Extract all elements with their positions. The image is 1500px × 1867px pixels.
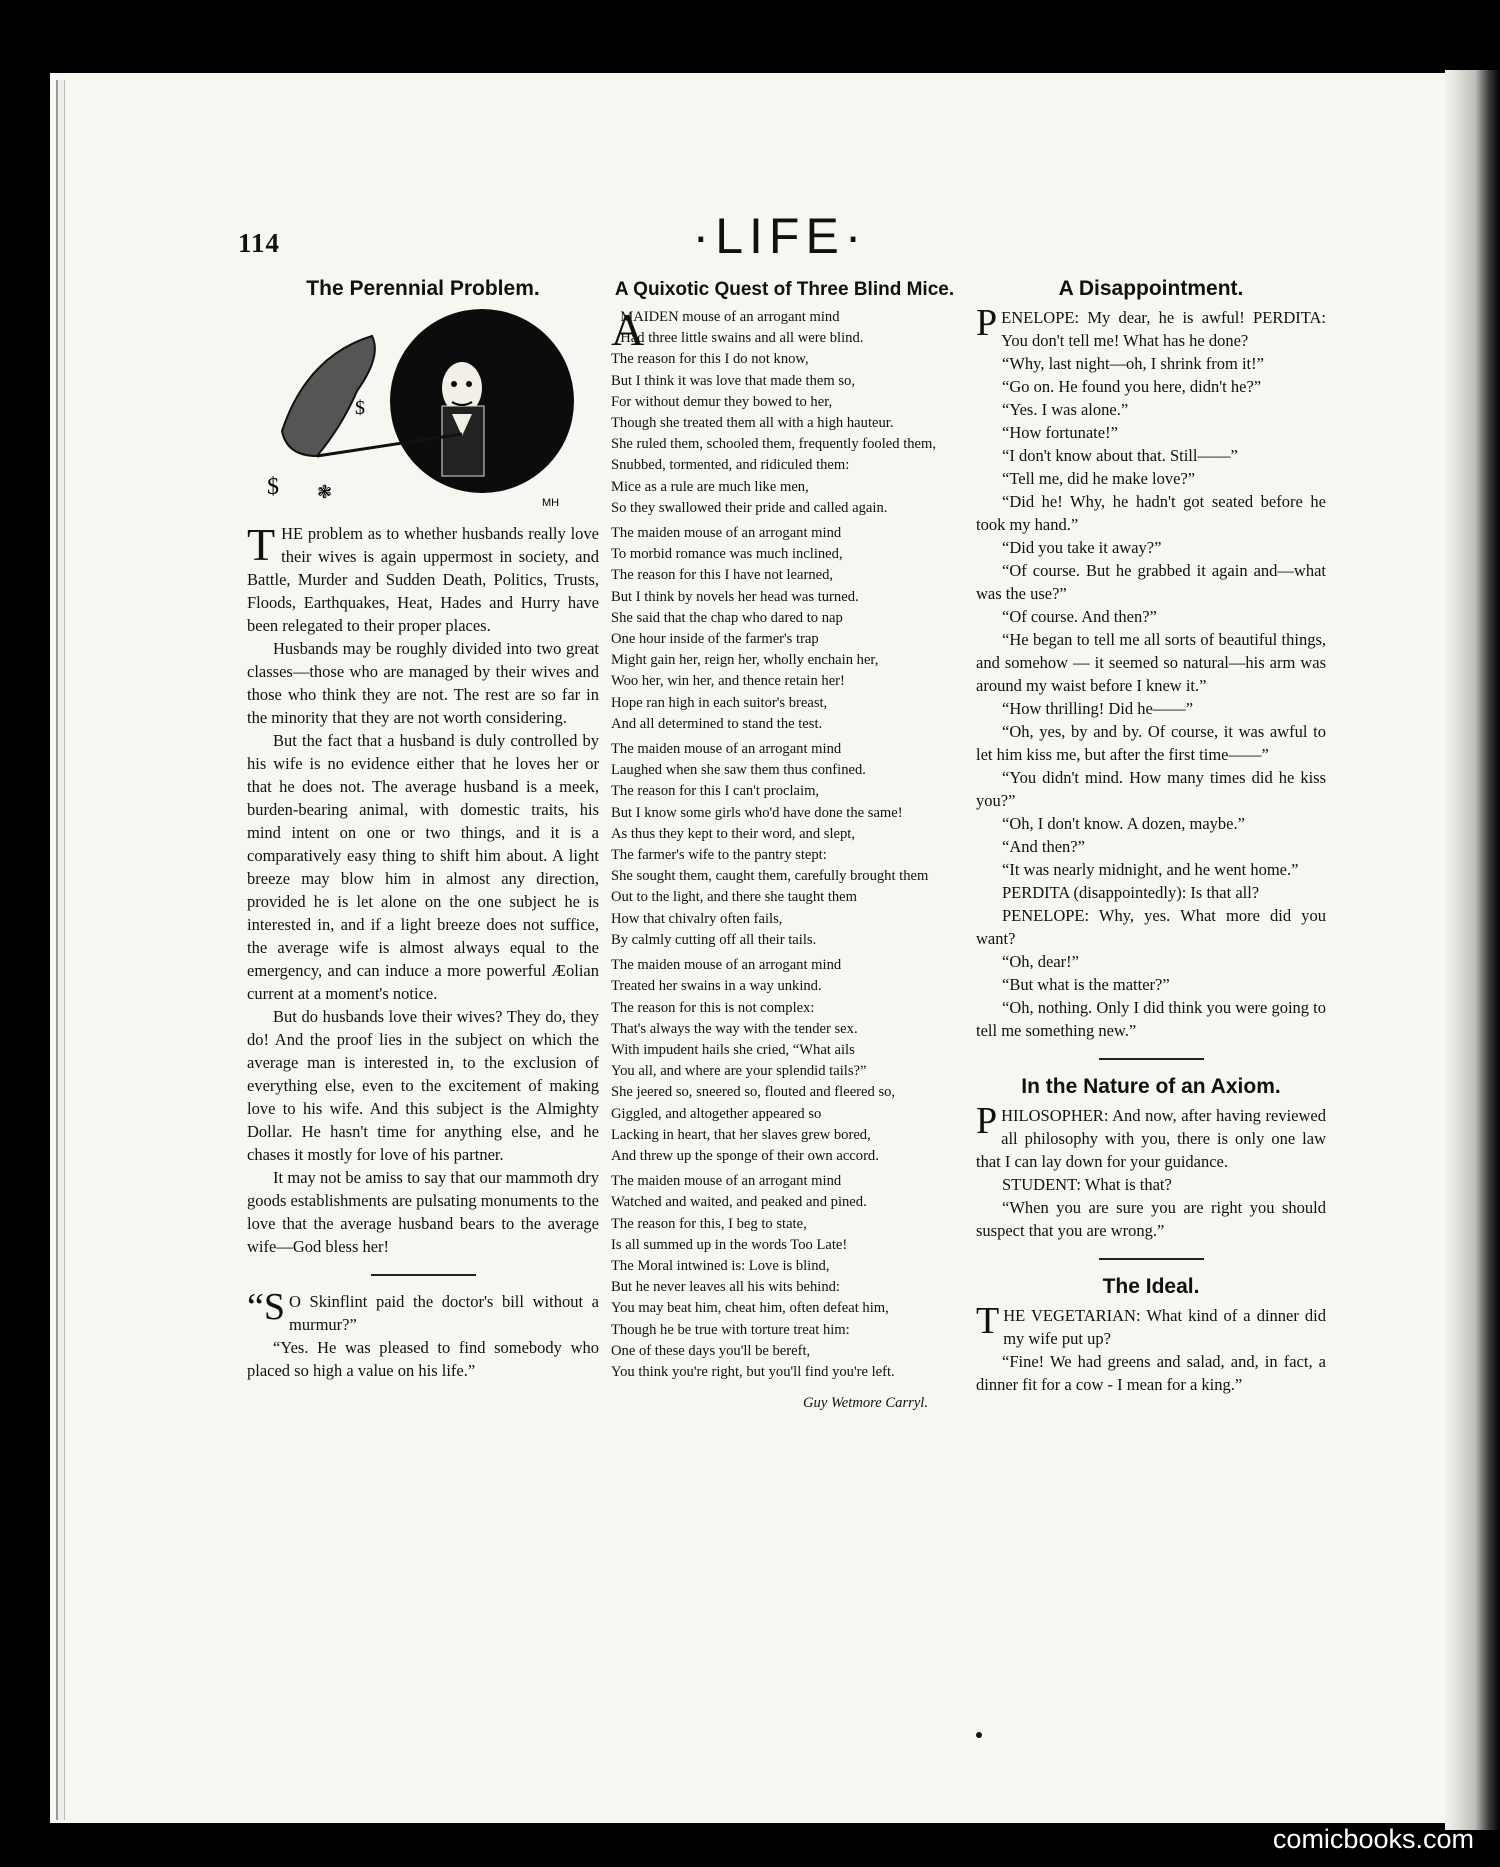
verse-line: Is all summed up in the words Too Late! bbox=[611, 1236, 848, 1253]
verse-line: The maiden mouse of an arrogant mind bbox=[611, 525, 842, 542]
verse-line: The reason for this I have not learned, bbox=[611, 567, 834, 584]
paragraph: “When you are sure you are right you should suspect that you are wrong.” bbox=[976, 1198, 1326, 1240]
dialogue-line: “You didn't mind. How many times did he kiss you?” bbox=[976, 768, 1326, 810]
poem-stanza bbox=[611, 304, 958, 519]
column-disappointment bbox=[976, 276, 1326, 1396]
poem-stanza bbox=[611, 523, 958, 735]
dialogue-line: “Oh, nothing. Only I did think you were going to tell me something new.” bbox=[976, 998, 1327, 1040]
paragraph: HE VEGETARIAN: What kind of a dinner did my wife put up? bbox=[1003, 1306, 1326, 1348]
verse-line: The farmer's wife to the pantry stept: bbox=[611, 847, 827, 864]
verse-line: And threw up the sponge of their own accord. bbox=[611, 1147, 879, 1164]
verse-line: The Moral intwined is: Love is blind, bbox=[611, 1257, 830, 1274]
verse-line: Treated her swains in a way unkind. bbox=[611, 978, 822, 995]
dialogue-line: “Of course. But he grabbed it again and—what was the use?” bbox=[976, 561, 1326, 603]
verse-line: To morbid romance was much inclined, bbox=[611, 546, 843, 563]
dialogue-line: “Tell me, did he make love?” bbox=[1002, 469, 1196, 488]
masthead-title: ·LIFE· bbox=[692, 208, 868, 264]
article-title: The Ideal. bbox=[1102, 1275, 1200, 1298]
dialogue-line: “Oh, yes, by and by. Of course, it was awful to let him kiss me, but after the first time——” bbox=[976, 722, 1326, 764]
verse-line: So they swallowed their pride and called again. bbox=[611, 499, 888, 516]
column-perennial-problem bbox=[247, 276, 599, 1382]
svg-text:$: $ bbox=[267, 474, 279, 500]
paragraph: “Fine! We had greens and salad, and, in fact, a dinner fit for a cow - I mean for a king.” bbox=[976, 1352, 1326, 1394]
paragraph: It may not be amiss to say that our mammoth dry goods establishments are pulsating monuments to the love that the average husband bears to the average wife—God bless her! bbox=[247, 1168, 599, 1256]
verse-line: With impudent hails she cried, “What ails bbox=[611, 1041, 855, 1058]
verse-line: The reason for this I can't proclaim, bbox=[611, 783, 820, 800]
verse-line: Snubbed, tormented, and ridiculed them: bbox=[611, 457, 850, 474]
verse-line: But I know some girls who'd have done the same! bbox=[611, 804, 903, 821]
dialogue-line: PENELOPE: Why, yes. What more did you want? bbox=[976, 906, 1326, 948]
verse-line: But he never leaves all his wits behind: bbox=[611, 1279, 840, 1296]
poem-stanza bbox=[611, 1171, 958, 1383]
dialogue-line: PERDITA (disappointedly): Is that all? bbox=[1002, 883, 1260, 902]
verse-line: She said that the chap who dared to nap bbox=[611, 609, 843, 626]
illustration-man-with-net bbox=[247, 306, 587, 516]
dialogue-line: “And then?” bbox=[1002, 837, 1085, 856]
divider-rule bbox=[371, 1274, 476, 1276]
verse-line: Lacking in heart, that her slaves grew bored, bbox=[611, 1126, 871, 1143]
verse-line: Mice as a rule are much like men, bbox=[611, 478, 809, 495]
paragraph: HILOSOPHER: And now, after having reviewed all philosophy with you, there is only one law that I can lay down for your guidance. bbox=[976, 1106, 1326, 1171]
dialogue-line: “How thrilling! Did he——” bbox=[1002, 699, 1194, 718]
verse-line: But I think it was love that made them so, bbox=[611, 372, 856, 389]
paragraph: Husbands may be roughly divided into two great classes—those who are managed by their wives and those who think they are not. The rest are so far in the minority that they are not worth considering. bbox=[247, 639, 599, 727]
verse-line: By calmly cutting off all their tails. bbox=[611, 931, 817, 948]
divider-rule bbox=[1099, 1258, 1204, 1260]
joke-answer: “Yes. He was pleased to find somebody who placed so high a value on his life.” bbox=[247, 1338, 599, 1380]
dropcap: A bbox=[611, 304, 645, 355]
dialogue-line: “It was nearly midnight, and he went home.” bbox=[1002, 860, 1299, 879]
verse-line: She sought them, caught them, carefully brought them bbox=[611, 868, 929, 885]
dialogue-line: “Why, last night—oh, I shrink from it!” bbox=[1002, 354, 1264, 373]
verse-line: The reason for this is not complex: bbox=[611, 999, 815, 1016]
verse-line: Though he be true with torture treat him: bbox=[611, 1321, 850, 1338]
page-number: 114 bbox=[238, 228, 281, 258]
paragraph: STUDENT: What is that? bbox=[1002, 1175, 1172, 1194]
verse-line: Though she treated them all with a high hauteur. bbox=[611, 415, 894, 432]
verse-line: The reason for this, I beg to state, bbox=[611, 1215, 807, 1232]
verse-line: For without demur they bowed to her, bbox=[611, 393, 833, 410]
dialogue-line: “Yes. I was alone.” bbox=[1002, 400, 1129, 419]
divider-rule bbox=[1099, 1058, 1204, 1060]
dialogue-line: “I don't know about that. Still——” bbox=[1002, 446, 1238, 465]
verse-line: And all determined to stand the test. bbox=[611, 715, 823, 732]
verse-line: That's always the way with the tender sex. bbox=[611, 1020, 858, 1037]
svg-text:$: $ bbox=[355, 397, 365, 419]
verse-line: Had three little swains and all were blind. bbox=[620, 330, 864, 347]
dropcap: P bbox=[976, 1100, 998, 1142]
dialogue-line: “Of course. And then?” bbox=[1002, 607, 1157, 626]
joke-question: O Skinflint paid the doctor's bill without a murmur?” bbox=[289, 1292, 599, 1334]
dialogue-line: “Oh, I don't know. A dozen, maybe.” bbox=[1002, 814, 1245, 833]
verse-line: Watched and waited, and peaked and pined. bbox=[611, 1194, 867, 1211]
poem-stanza bbox=[611, 739, 958, 951]
verse-line: Woo her, win her, and thence retain her! bbox=[611, 673, 845, 690]
verse-line: The maiden mouse of an arrogant mind bbox=[611, 957, 842, 974]
poem-title: A Quixotic Quest of Three Blind Mice. bbox=[614, 279, 955, 300]
verse-line: You all, and where are your splendid tails?” bbox=[611, 1063, 867, 1080]
dropcap: T bbox=[976, 1300, 1000, 1342]
verse-line: As thus they kept to their word, and slept, bbox=[611, 825, 856, 842]
verse-line: One of these days you'll be bereft, bbox=[611, 1342, 811, 1359]
verse-line: The reason for this I do not know, bbox=[611, 351, 809, 368]
verse-line: Laughed when she saw them thus confined. bbox=[611, 762, 866, 779]
verse-line: MAIDEN mouse of an arrogant mind bbox=[620, 309, 840, 325]
dialogue-line: “How fortunate!” bbox=[1002, 423, 1118, 442]
illustration-drawing bbox=[247, 306, 587, 516]
column-quixotic-quest bbox=[611, 276, 958, 1414]
verse-line: How that chivalry often fails, bbox=[611, 910, 783, 927]
poem-author: Guy Wetmore Carryl. bbox=[803, 1395, 928, 1412]
verse-line: She ruled them, schooled them, frequently fooled them, bbox=[611, 436, 937, 453]
article-title: The Perennial Problem. bbox=[306, 277, 540, 300]
dialogue-line: “Oh, dear!” bbox=[1002, 952, 1079, 971]
dialogue-line: “But what is the matter?” bbox=[1002, 975, 1170, 994]
paragraph: But the fact that a husband is duly controlled by his wife is no evidence either that he loves her or that he does not. The average husband is a meek, burden-bearing animal, with domestic traits, his mind intent on one or two things, and it is a comparatively easy thing to shift him about. A light breeze may blow him in almost any direction, provided he is let alone on the one subject he is interested in, and if a light breeze does not suffice, the average wife is almost always equal to the emergency, and can induce a more powerful Æolian current at a moment's notice. bbox=[247, 731, 599, 1003]
verse-line: She jeered so, sneered so, flouted and fleered so, bbox=[611, 1084, 896, 1101]
dialogue-line: “Did you take it away?” bbox=[1002, 538, 1162, 557]
dialogue-line: “Go on. He found you here, didn't he?” bbox=[1002, 377, 1262, 396]
svg-text:❃: ❃ bbox=[317, 482, 333, 502]
verse-line: You may beat him, cheat him, often defeat him, bbox=[611, 1300, 889, 1317]
verse-line: Out to the light, and there she taught them bbox=[611, 889, 858, 906]
verse-line: But I think by novels her head was turned. bbox=[611, 588, 859, 605]
paragraph: But do husbands love their wives? They do, they do! And the proof lies in the subject on which the average man is interested in, to the exclusion of everything else, even to the excitement of making love to his wife. And this subject is the Almighty Dollar. He hasn't time for anything else, and he chases it mostly for love of his partner. bbox=[247, 1007, 599, 1164]
dropcap: T bbox=[247, 519, 276, 570]
verse-line: Giggled, and altogether appeared so bbox=[611, 1105, 822, 1122]
verse-line: Might gain her, reign her, wholly enchain her, bbox=[611, 652, 879, 669]
paragraph: HE problem as to whether husbands really love their wives is again uppermost in society, and Battle, Murder and Sudden Death, Politics, Trusts, Floods, Earthquakes, Heat, Hades and Hurry have been relegated to their proper places. bbox=[247, 524, 599, 635]
verse-line: The maiden mouse of an arrogant mind bbox=[611, 1173, 842, 1190]
dialogue-line: ENELOPE: My dear, he is awful! PERDITA: You don't tell me! What has he done? bbox=[1001, 308, 1326, 350]
dropcap: P bbox=[976, 302, 998, 344]
dialogue-line: “He began to tell me all sorts of beautiful things, and somehow — it seemed so natural—his arm was around my waist before I knew it.” bbox=[976, 630, 1326, 695]
dropcap: “S bbox=[247, 1286, 285, 1328]
verse-line: One hour inside of the farmer's trap bbox=[611, 631, 819, 648]
dialogue-line: “Did he! Why, he hadn't got seated before he took my hand.” bbox=[976, 492, 1326, 534]
verse-line: The maiden mouse of an arrogant mind bbox=[611, 741, 842, 758]
page-right-edge bbox=[1445, 70, 1500, 1830]
watermark: comicbooks.com bbox=[1272, 1824, 1474, 1854]
page-left-edge bbox=[56, 80, 65, 1820]
article-title: A Disappointment. bbox=[1058, 277, 1244, 300]
article-title: In the Nature of an Axiom. bbox=[1021, 1075, 1281, 1098]
illustrator-signature: MH bbox=[542, 497, 560, 509]
verse-line: You think you're right, but you'll find you're left. bbox=[611, 1363, 895, 1380]
verse-line: Hope ran high in each suitor's breast, bbox=[611, 694, 828, 711]
ink-dot bbox=[976, 1732, 982, 1738]
poem-stanza bbox=[611, 955, 958, 1167]
